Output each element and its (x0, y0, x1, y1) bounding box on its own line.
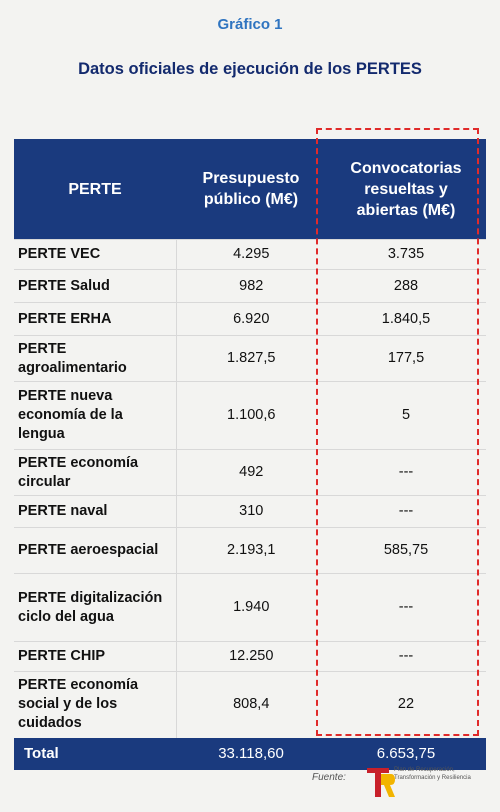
row-calls: --- (326, 496, 486, 528)
table-row (14, 528, 486, 574)
row-name: PERTE digitalización ciclo del agua (14, 574, 176, 642)
row-name: PERTE naval (14, 496, 176, 528)
row-calls: 5 (326, 382, 486, 450)
table-row (14, 672, 486, 738)
row-calls: 177,5 (326, 336, 486, 382)
logo-text: Plan de Recuperación, Transformación y Resiliencia (394, 767, 471, 781)
table-row (14, 336, 486, 382)
row-budget: 1.100,6 (176, 382, 326, 450)
row-calls: 288 (326, 270, 486, 303)
row-name: PERTE nueva economía de la lengua (14, 382, 176, 450)
pertes-table (14, 139, 486, 770)
row-budget: 808,4 (176, 672, 326, 738)
row-name: PERTE CHIP (14, 642, 176, 672)
source-label: Fuente: (312, 772, 346, 783)
column-header-perte: PERTE (14, 139, 176, 240)
row-name: PERTE ERHA (14, 303, 176, 336)
table-header-row (14, 139, 486, 240)
row-calls: 585,75 (326, 528, 486, 574)
row-calls: --- (326, 574, 486, 642)
row-budget: 310 (176, 496, 326, 528)
page-title: Datos oficiales de ejecución de los PERTES (78, 60, 422, 78)
table-row (14, 496, 486, 528)
figure-number: Gráfico 1 (217, 16, 283, 33)
row-name: PERTE aeroespacial (14, 528, 176, 574)
row-budget: 12.250 (176, 642, 326, 672)
row-budget: 982 (176, 270, 326, 303)
total-label: Total (14, 738, 176, 770)
row-budget: 492 (176, 450, 326, 496)
table-row (14, 303, 486, 336)
row-calls: --- (326, 450, 486, 496)
row-calls: --- (326, 642, 486, 672)
row-calls: 1.840,5 (326, 303, 486, 336)
row-budget: 4.295 (176, 240, 326, 270)
table-row (14, 382, 486, 450)
table-row (14, 642, 486, 672)
row-name: PERTE Salud (14, 270, 176, 303)
row-budget: 1.827,5 (176, 336, 326, 382)
row-budget: 2.193,1 (176, 528, 326, 574)
table-row (14, 270, 486, 303)
total-budget: 33.118,60 (176, 738, 326, 770)
row-name: PERTE economía circular (14, 450, 176, 496)
table-row (14, 574, 486, 642)
table-row (14, 450, 486, 496)
row-name: PERTE agroalimentario (14, 336, 176, 382)
row-calls: 3.735 (326, 240, 486, 270)
row-budget: 6.920 (176, 303, 326, 336)
column-header-calls: Convocatorias resueltas y abiertas (M€) (326, 139, 486, 240)
table-row (14, 240, 486, 270)
row-name: PERTE economía social y de los cuidados (14, 672, 176, 738)
row-calls: 22 (326, 672, 486, 738)
total-row (14, 738, 486, 770)
row-budget: 1.940 (176, 574, 326, 642)
total-calls: 6.653,75 (326, 738, 486, 770)
row-name: PERTE VEC (14, 240, 176, 270)
column-header-budget: Presupuesto público (M€) (176, 139, 326, 240)
